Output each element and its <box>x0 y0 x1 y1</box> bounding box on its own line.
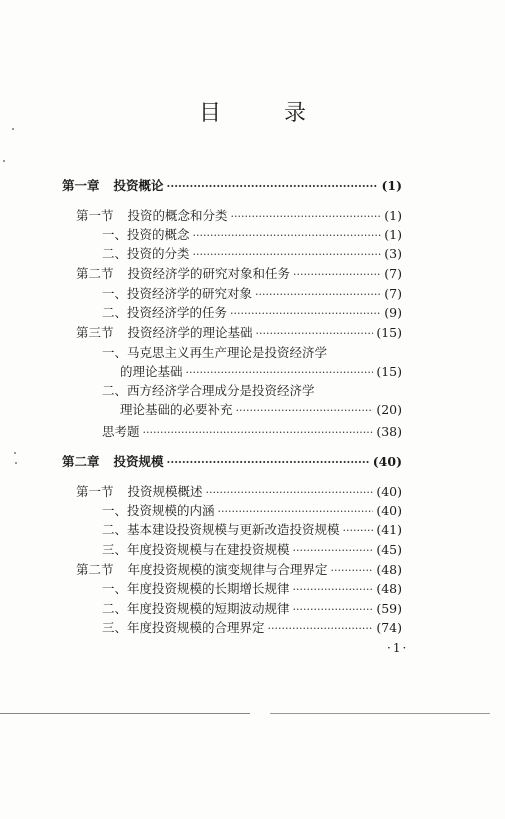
toc-entry-prefix: 第一节 <box>76 208 114 223</box>
toc-leader-dots <box>143 425 374 441</box>
toc-entry-prefix: 第二章 <box>62 454 100 469</box>
toc-entry <box>102 246 402 263</box>
toc-entry-text: 三、年度投资规模的合理界定 <box>102 620 265 635</box>
toc-leader-dots <box>193 247 382 263</box>
scan-artifact-line <box>270 713 490 714</box>
toc-entry-page: (41) <box>376 522 402 537</box>
toc-leader-dots <box>231 209 382 225</box>
toc-entry-page: (7) <box>384 266 402 281</box>
toc-entry-label <box>62 454 164 470</box>
toc-entry-page: (48) <box>376 562 402 577</box>
toc-leader-dots <box>256 326 374 342</box>
toc-entry <box>102 305 402 322</box>
toc-leader-dots <box>343 523 374 539</box>
toc-leader-dots <box>167 455 370 471</box>
toc-entry-label <box>76 484 203 500</box>
toc-leader-dots <box>193 228 382 244</box>
toc-entry-prefix: 第二节 <box>76 266 114 281</box>
toc-entry-text: 思考题 <box>102 424 140 439</box>
page-title: 目 录 <box>199 101 334 126</box>
toc-entry-text: 投资规模 <box>113 454 164 469</box>
toc-entry-page: (40) <box>372 454 402 469</box>
toc-leader-dots <box>331 563 374 579</box>
toc-entry-text: 年度投资规模的演变规律与合理界定 <box>127 562 328 577</box>
toc-entry <box>102 227 402 244</box>
toc-entry <box>102 620 402 637</box>
toc-entry <box>76 208 402 225</box>
toc-entry-text: 二、基本建设投资规模与更新改造投资规模 <box>102 522 340 537</box>
toc-entry-label <box>102 246 190 262</box>
toc-leader-dots <box>293 267 381 283</box>
toc-entry <box>120 364 402 381</box>
toc-entry-page: (20) <box>376 402 402 417</box>
toc-entry <box>102 581 402 598</box>
toc-entry-label <box>102 620 265 636</box>
toc-entry-label <box>76 562 328 578</box>
toc-entry-page: (9) <box>384 305 402 320</box>
toc-leader-dots <box>293 582 374 598</box>
toc-entry-prefix: 第二节 <box>76 562 114 577</box>
toc-entry-label <box>102 601 290 617</box>
toc-entry-text: 二、西方经济学合理成分是投资经济学 <box>102 383 315 398</box>
toc-leader-dots <box>167 179 379 195</box>
toc-leader-dots <box>236 403 374 419</box>
toc-entry-page: (38) <box>376 424 402 439</box>
toc-entry-page: (74) <box>376 620 402 635</box>
toc-entry <box>76 325 402 342</box>
toc-entry-label <box>76 266 290 282</box>
toc-entry-label <box>120 364 183 380</box>
toc-entry <box>76 562 402 579</box>
toc-entry-label <box>76 325 253 341</box>
toc-entry-text: 的理论基础 <box>120 364 183 379</box>
toc-entry-page: (7) <box>384 286 402 301</box>
toc-leader-dots <box>230 306 381 322</box>
toc-entry-page: (45) <box>376 542 402 557</box>
toc-entry-text: 三、年度投资规模与在建投资规模 <box>102 542 290 557</box>
toc-leader-dots <box>186 365 374 381</box>
toc-entry-label <box>102 424 140 440</box>
toc-entry-text: 二、投资经济学的任务 <box>102 305 228 320</box>
toc-entry-text: 一、投资经济学的研究对象 <box>102 286 253 301</box>
toc-entry-page: (48) <box>376 581 402 596</box>
toc-entry <box>102 345 402 361</box>
toc-entry-label <box>102 286 252 302</box>
toc-entry-text: 一、投资的概念 <box>102 227 190 242</box>
toc-leader-dots <box>255 287 381 303</box>
toc-entry-text: 投资经济学的研究对象和任务 <box>127 266 291 281</box>
toc-entry-page: (1) <box>381 178 402 193</box>
toc-entry <box>102 383 402 399</box>
toc-entry-prefix: 第一章 <box>62 178 100 193</box>
toc-entry-label <box>76 208 228 224</box>
toc-entry-label <box>102 522 340 538</box>
toc-entry-text: 一、马克思主义再生产理论是投资经济学 <box>102 345 328 360</box>
toc-entry-prefix: 第三节 <box>76 325 114 340</box>
toc-entry <box>102 503 402 520</box>
toc-entry-label <box>102 305 227 321</box>
toc-entry-page: (1) <box>384 227 402 242</box>
toc-entry-page: (15) <box>376 364 402 379</box>
toc-leader-dots <box>218 504 374 520</box>
toc-entry-page: (3) <box>384 246 402 261</box>
toc-entry-label <box>102 345 327 361</box>
toc-entry <box>102 522 402 539</box>
scan-speck <box>3 160 5 162</box>
toc-entry <box>62 454 402 471</box>
toc-leader-dots <box>268 621 374 637</box>
toc-entry <box>76 484 402 501</box>
toc-entry-label <box>102 542 290 558</box>
toc-entry <box>102 542 402 559</box>
toc-entry-page: (40) <box>376 503 402 518</box>
scan-speck <box>12 128 14 130</box>
toc-entry-text: 理论基础的必要补充 <box>120 402 233 417</box>
toc-entry-text: 投资概论 <box>113 178 164 193</box>
toc-entry-label <box>120 402 233 418</box>
toc-entry-label <box>102 383 315 399</box>
toc-entry-text: 一、投资规模的内涵 <box>102 503 215 518</box>
toc-entry-text: 二、投资的分类 <box>102 246 190 261</box>
toc-entry <box>76 266 402 283</box>
toc-entry <box>120 402 402 419</box>
toc-entry <box>62 178 402 195</box>
toc-leader-dots <box>293 543 374 559</box>
toc-entry-label <box>62 178 164 194</box>
scan-speck <box>14 452 16 454</box>
page-number: ·1· <box>387 641 409 655</box>
toc-entry-text: 投资规模概述 <box>127 484 203 499</box>
toc-entry <box>102 286 402 303</box>
toc-entry-label <box>102 581 290 597</box>
toc-entry-page: (1) <box>384 208 402 223</box>
toc-entry-label <box>102 503 215 519</box>
toc-entry-label <box>102 227 190 243</box>
toc-entry-page: (59) <box>376 601 402 616</box>
toc-entry-page: (15) <box>376 325 402 340</box>
toc-entry-page: (40) <box>376 484 402 499</box>
toc-entry <box>102 424 402 441</box>
toc-entry <box>102 601 402 618</box>
toc-entry-text: 投资经济学的理论基础 <box>127 325 253 340</box>
scan-speck <box>15 462 17 464</box>
toc-leader-dots <box>206 485 374 501</box>
toc-leader-dots <box>293 602 374 618</box>
scan-artifact-line <box>0 713 250 714</box>
toc-entry-text: 一、年度投资规模的长期增长规律 <box>102 581 290 596</box>
toc-entry-text: 投资的概念和分类 <box>127 208 228 223</box>
toc-entry-prefix: 第一节 <box>76 484 114 499</box>
toc-entry-text: 二、年度投资规模的短期波动规律 <box>102 601 290 616</box>
